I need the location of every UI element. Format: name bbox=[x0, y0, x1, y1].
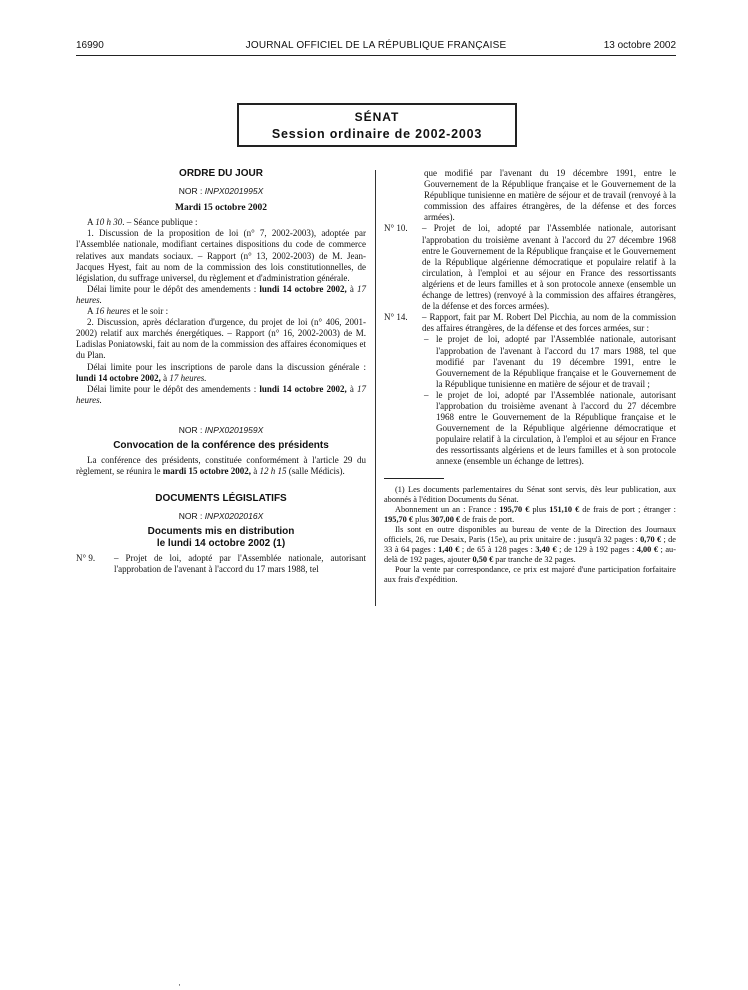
documents-title: DOCUMENTS LÉGISLATIFS bbox=[155, 493, 287, 505]
column-divider bbox=[375, 170, 376, 606]
left-column bbox=[76, 168, 366, 575]
nor-reference bbox=[76, 186, 366, 197]
bottom-mark: · bbox=[178, 980, 181, 990]
footnote-rule bbox=[384, 478, 444, 479]
session-date: Mardi 15 octobre 2002 bbox=[175, 203, 267, 214]
deadline-3: Délai limite pour le dépôt des amendements : lundi 14 octobre 2002, à 17 heures. bbox=[76, 383, 366, 405]
footnote-1: (1) Les documents parlementaires du Sénat sont servis, dès leur publication, aux abonnés à l'édition Documents du Sénat. bbox=[384, 484, 676, 504]
nor-code: INPX0201995X bbox=[204, 186, 264, 197]
issue-date: 13 octobre 2002 bbox=[603, 40, 676, 51]
page-number: 16990 bbox=[76, 40, 104, 51]
deadline-2: Délai limite pour les inscriptions de parole dans la discussion générale : lundi 14 octobre 2002, à 17 heures. bbox=[76, 361, 366, 383]
convocation-title: Convocation de la conférence des présidents bbox=[113, 439, 329, 451]
document-n10: N° 10. – Projet de loi, adopté par l'Assemblée nationale, autorisant l'approbation du troisième avenant à l'accord du 27 décembre 1968 entre le Gouvernement de la République française et le Gouvernement de la République algérienne démocratique et populaire relatif à la circulation, à l'emploi et au séjour en France des ressortissants algériens et de leurs familles et à son protocole annexe (ensemble un échange de lettres) (renvoyé à la commission des affaires étrangères, de la défense et des forces armées). bbox=[384, 223, 676, 312]
time-line-2: A 16 heures et le soir : bbox=[87, 306, 169, 317]
senat-title: SÉNAT bbox=[354, 110, 400, 124]
nor-reference-3: NOR : INPX0202016X bbox=[178, 511, 264, 522]
senat-title-box bbox=[237, 103, 517, 147]
n14-subitem-1: – le projet de loi, adopté par l'Assemblée nationale, autorisant l'approbation de l'avenant à l'accord du 17 mars 1988, tel que modifié par l'avenant du 19 décembre 1991, entre le Gouvernement de la République française et le Gouvernement de la République tunisienne en matière de séjour et de travail ; bbox=[424, 334, 676, 389]
nor-label: NOR : bbox=[178, 186, 205, 197]
header-rule bbox=[76, 55, 676, 56]
senat-session: Session ordinaire de 2002-2003 bbox=[271, 127, 483, 141]
documents-subtitle-2: le lundi 14 octobre 2002 (1) bbox=[156, 537, 286, 549]
footnote-mail-order: Pour la vente par correspondance, ce prix est majoré d'une participation forfaitaire aux frais d'expédition. bbox=[384, 564, 676, 584]
document-n9: N° 9. – Projet de loi, adopté par l'Assemblée nationale, autorisant l'approbation de l'avenant à l'accord du 17 mars 1988, tel bbox=[76, 552, 366, 574]
nor-reference-2: NOR : INPX0201959X bbox=[178, 424, 264, 435]
n9-continuation: que modifié par l'avenant du 19 décembre 1991, entre le Gouvernement de la République française et le Gouvernement de la République tunisienne en matière de séjour et de travail (renvoyé à la commission des affaires étrangères, de la défense et des forces armées). bbox=[424, 168, 676, 223]
convocation-text: La conférence des présidents, constituée conformément à l'article 29 du règlement, se réunira le mardi 15 octobre 2002, à 12 h 15 (salle Médicis). bbox=[76, 455, 366, 477]
deadline-1: Délai limite pour le dépôt des amendements : lundi 14 octobre 2002, à 17 heures. bbox=[76, 283, 366, 305]
agenda-item-2: 2. Discussion, après déclaration d'urgence, du projet de loi (n° 406, 2001-2002) relatif aux marchés énergétiques. – Rapport (n° 16, 2002-2003) de M. Ladislas Poniatowski, fait au nom de la commission des affaires économiques et du Plan. bbox=[76, 317, 366, 361]
footnote-subscription: Abonnement un an : France : 195,70 € plus 151,10 € de frais de port ; étranger : 195,70 € plus 307,00 € de frais de port. bbox=[384, 504, 676, 524]
ordre-du-jour-title: ORDRE DU JOUR bbox=[179, 168, 263, 179]
documents-subtitle-1: Documents mis en distribution bbox=[147, 526, 295, 538]
time-line: A 10 h 30. – Séance publique : bbox=[87, 217, 198, 228]
agenda-item-1: 1. Discussion de la proposition de loi (n° 7, 2002-2003), adoptée par l'Assemblée nationale, modifiant certaines dispositions du code de commerce relatives aux mandats sociaux. – Rapport (n° 13, 2002-2003) de M. Jean-Jacques Hyest, fait au nom de la commission des lois constitutionnelles, de législation, du suffrage universel, du règlement et d'administration générale. bbox=[76, 228, 366, 283]
journal-title: JOURNAL OFFICIEL DE LA RÉPUBLIQUE FRANÇAISE bbox=[245, 40, 507, 51]
running-header bbox=[76, 40, 676, 54]
n14-subitem-2: – le projet de loi, adopté par l'Assemblée nationale, autorisant l'approbation du troisième avenant à l'accord du 27 décembre 1968 entre le Gouvernement de la République française et le Gouvernement de la République algérienne démocratique et populaire relatif à la circulation, à l'emploi et au séjour en France des ressortissants algériens et de leurs familles et à son protocole annexe (ensemble un échange de lettres). bbox=[424, 389, 676, 467]
document-n14: N° 14. – Rapport, fait par M. Robert Del Picchia, au nom de la commission des affaires étrangères, de la défense et des forces armées, sur : bbox=[384, 312, 676, 334]
right-column bbox=[384, 168, 676, 585]
footnote-prices: Ils sont en outre disponibles au bureau de vente de la Direction des Journaux officiels, 26, rue Desaix, Paris (15e), au prix unitaire de : jusqu'à 32 pages : 0,70 € ; de 33 à 64 pages : 1,40 € ; de 65 à 128 pages : 3,40 € ; de 129 à 192 pages : 4,00 € ; au-delà de 192 pages, ajouter 0,50 € par tranche de 32 pages. bbox=[384, 524, 676, 564]
